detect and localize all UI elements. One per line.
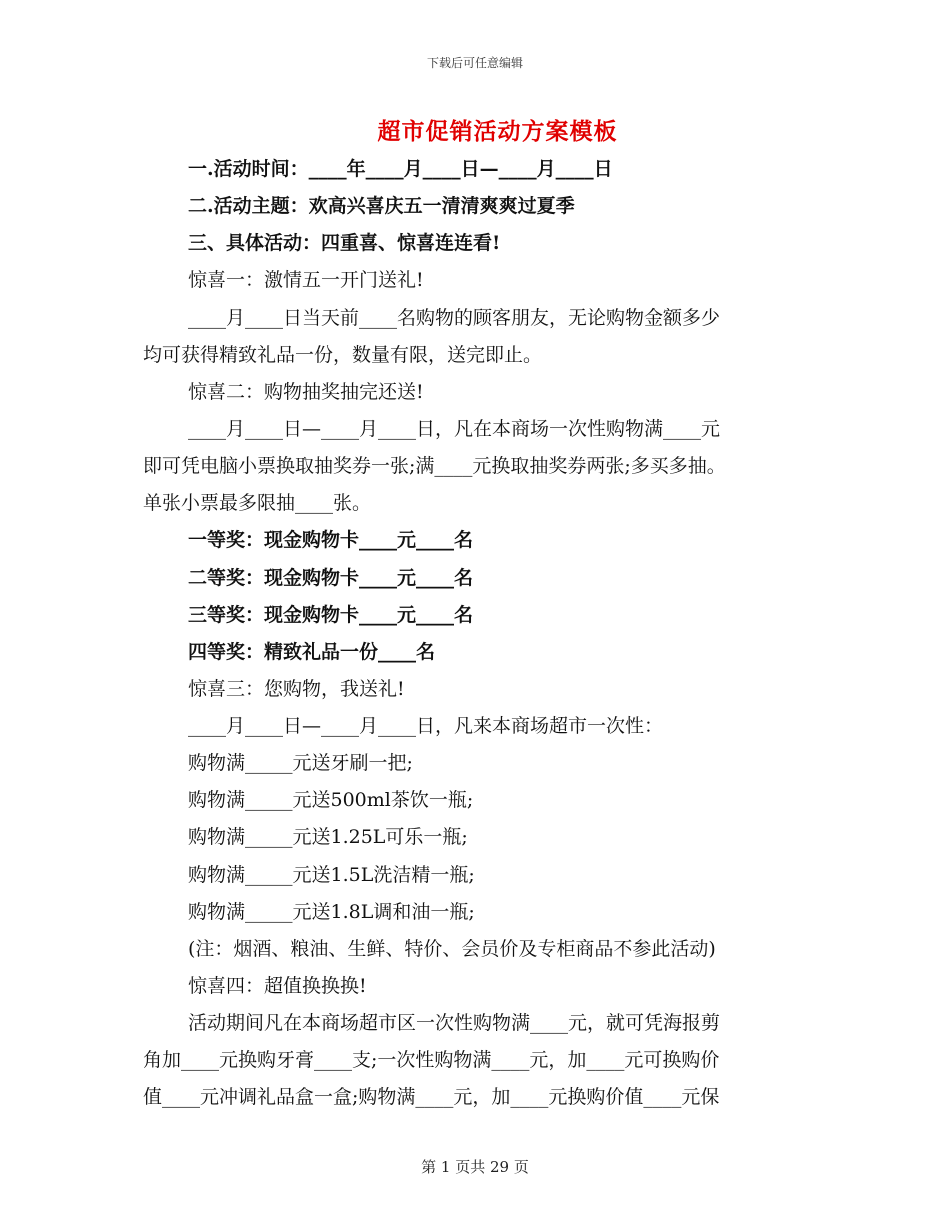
gift-item-2: 购物满_____元送500ml茶饮一瓶; (188, 789, 474, 811)
surprise-4-text-1: 活动期间凡在本商场超市区一次性购物满____元，就可凭海报剪 (188, 1012, 721, 1034)
prize-third: 三等奖：现金购物卡____元____名 (188, 604, 474, 626)
surprise-3-text: ____月____日—____月____日，凡来本商场超市一次性： (188, 715, 664, 737)
section-activity-theme: 二.活动主题：欢高兴喜庆五一清清爽爽过夏季 (188, 195, 575, 217)
gift-item-5: 购物满_____元送1.8L调和油一瓶; (188, 901, 475, 923)
surprise-1-heading: 惊喜一：激情五一开门送礼! (188, 269, 424, 291)
prize-first: 一等奖：现金购物卡____元____名 (188, 529, 474, 551)
page-number: 第 1 页共 29 页 (421, 1158, 529, 1176)
surprise-2-text-3: 单张小票最多限抽____张。 (143, 492, 372, 514)
gift-item-1: 购物满_____元送牙刷一把; (188, 752, 413, 774)
surprise-4-text-2: 角加____元换购牙膏____支;一次性购物满____元，加____元可换购价 (143, 1049, 720, 1071)
prize-fourth: 四等奖：精致礼品一份____名 (188, 641, 436, 663)
surprise-2-text-1: ____月____日—____月____日，凡在本商场一次性购物满____元 (188, 418, 721, 440)
surprise-3-heading: 惊喜三：您购物，我送礼! (188, 678, 405, 700)
exclusion-note: (注：烟酒、粮油、生鲜、特价、会员价及专柜商品不参此活动) (188, 938, 716, 960)
surprise-4-text-3: 值____元冲调礼品盒一盒;购物满____元，加____元换购价值____元保 (143, 1086, 720, 1108)
section-specific-activity: 三、具体活动：四重喜、惊喜连连看! (188, 232, 501, 254)
surprise-1-text-1: ____月____日当天前____名购物的顾客朋友，无论购物金额多少 (188, 307, 721, 329)
document-title: 超市促销活动方案模板 (377, 118, 618, 145)
surprise-2-heading: 惊喜二：购物抽奖抽完还送! (188, 381, 424, 403)
section-activity-time: 一.活动时间：____年____月____日—____月____日 (188, 158, 613, 180)
surprise-4-heading: 惊喜四：超值换换换! (188, 975, 367, 997)
surprise-1-text-2: 均可获得精致礼品一份，数量有限，送完即止。 (143, 344, 543, 366)
gift-item-4: 购物满_____元送1.5L洗洁精一瓶; (188, 864, 475, 886)
gift-item-3: 购物满_____元送1.25L可乐一瓶; (188, 826, 468, 848)
prize-second: 二等奖：现金购物卡____元____名 (188, 567, 474, 589)
surprise-2-text-2: 即可凭电脑小票换取抽奖券一张;满____元换取抽奖券两张;多买多抽。 (143, 455, 726, 477)
page-header-note: 下载后可任意编辑 (426, 56, 523, 70)
